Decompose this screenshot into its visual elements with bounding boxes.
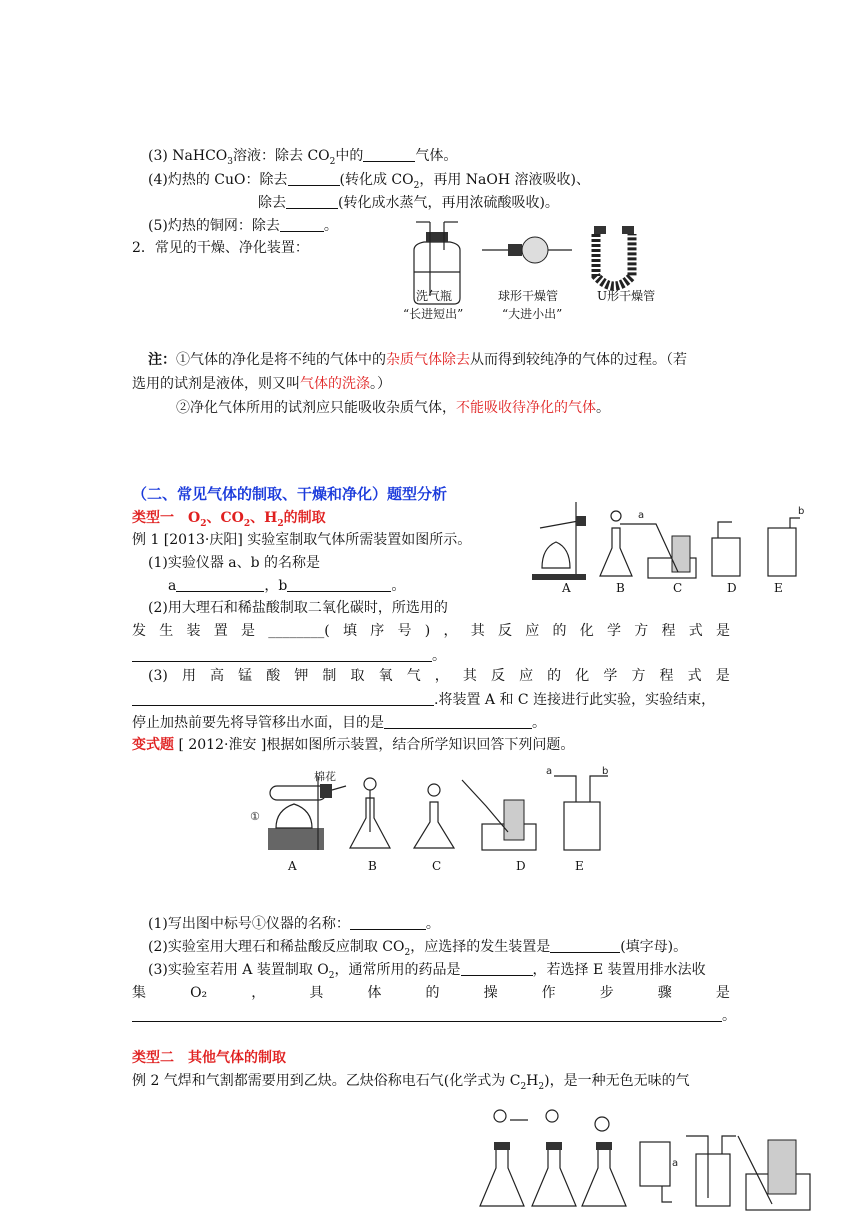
- q1: (1)实验仪器 a、b 的名称是: [148, 555, 321, 571]
- justified-word: 学: [603, 668, 618, 684]
- cuo-line: (4)灼热的 CuO：除去 (转化成 $CO_2$，再用 NaOH 溶液吸收)、: [148, 172, 590, 191]
- fig1-label-c: C: [673, 581, 683, 595]
- q3-justified: [148, 666, 730, 686]
- justified-word: 填: [342, 623, 357, 639]
- copper-line: (5)灼热的铜网：除去 。: [148, 218, 338, 234]
- device-2-name: 球形干燥管: [498, 289, 559, 303]
- example-1: 例 1 [2013·庆阳] 实验室制取气体所需装置如图所示。: [132, 532, 472, 548]
- answer-blank[interactable]: [280, 217, 324, 232]
- device-3-name: U形干燥管: [597, 289, 656, 303]
- justified-word: 是: [715, 623, 730, 639]
- answer-blank[interactable]: [132, 1007, 722, 1022]
- justified-word: 号: [397, 623, 412, 639]
- bottle-e-icon: [768, 518, 800, 576]
- item-2: 2．常见的干燥、净化装置：: [132, 240, 309, 256]
- justified-word: 酸: [266, 668, 281, 684]
- device-2-note: “大进小出”: [502, 307, 563, 321]
- justified-word: 其: [462, 668, 477, 684]
- justified-word: ，: [443, 623, 458, 639]
- justified-word: 锰: [238, 668, 253, 684]
- variant-q3-justified: [132, 983, 730, 1003]
- q2: (2)用大理石和稀盐酸制取二氧化碳时，所选用的: [148, 600, 448, 616]
- answer-blank[interactable]: [132, 647, 432, 662]
- flask-b3-icon: [532, 1110, 576, 1206]
- note-line-2: 选用的试剂是液体，则又叫气体的洗涤。）: [132, 376, 391, 392]
- justified-word: 作: [541, 985, 556, 1001]
- answer-blank[interactable]: [350, 915, 426, 930]
- svg-text:b: b: [602, 766, 609, 777]
- q1-blanks: a ，b 。: [168, 578, 406, 594]
- justified-word: 的: [552, 623, 567, 639]
- fig2-label-d: D: [516, 859, 526, 873]
- justified-word: ________(: [268, 623, 330, 639]
- justified-word: 具: [309, 985, 324, 1001]
- note-line-3: ②净化气体所用的试剂应只能吸收杂质气体，不能吸收待净化的气体。: [176, 400, 610, 416]
- variant-q2: (2)实验室用大理石和稀盐酸反应制取 $CO_2$，应选择的发生装置是 (填字母)。: [148, 939, 688, 958]
- bottle-d3-icon: [640, 1142, 672, 1202]
- justified-word: 操: [483, 985, 498, 1001]
- justified-word: ，: [251, 985, 266, 1001]
- u-drying-tube-icon: [594, 226, 634, 286]
- flask-c3-icon: [582, 1117, 626, 1206]
- justified-word: 体: [367, 985, 382, 1001]
- justified-word: 取: [350, 668, 365, 684]
- svg-text:①: ①: [250, 810, 260, 823]
- fig2-label-a: A: [288, 859, 297, 873]
- svg-text:棉花: 棉花: [314, 770, 336, 783]
- bulb-drying-tube-icon: [482, 237, 572, 263]
- bottle-d-icon: [712, 522, 740, 576]
- justified-word: 式: [688, 623, 703, 639]
- justified-word: 用: [181, 668, 196, 684]
- answer-blank[interactable]: [461, 961, 533, 976]
- justified-word: 应: [519, 668, 534, 684]
- type-one-heading: 类型一 $O_2$、$CO_2$、$H_2$的制取: [132, 510, 326, 529]
- justified-word: 钾: [294, 668, 309, 684]
- justified-word: 高: [210, 668, 225, 684]
- justified-word: 是: [715, 985, 730, 1001]
- fig2-label-c: C: [432, 859, 442, 873]
- flask-a3-icon: [480, 1110, 528, 1206]
- variant-q3-answer: 。: [132, 1006, 736, 1026]
- section-heading: （二、常见气体的制取、干燥和净化）题型分析: [132, 485, 448, 503]
- justified-word: 化: [579, 623, 594, 639]
- justified-word: ): [424, 623, 431, 639]
- justified-word: 程: [661, 623, 676, 639]
- justified-word: 方: [631, 668, 646, 684]
- justified-word: 的: [425, 985, 440, 1001]
- q3-line-2: .将装置 A 和 C 连接进行此实验，实验结束，: [132, 690, 715, 710]
- flask-b-icon: [600, 511, 640, 576]
- fig2-label-e: E: [575, 859, 584, 873]
- answer-blank[interactable]: [287, 577, 391, 592]
- justified-word: 氧: [378, 668, 393, 684]
- justified-word: 其: [470, 623, 485, 639]
- answer-blank[interactable]: [132, 691, 434, 706]
- fig1-label-e: E: [774, 581, 783, 595]
- device-1-name: 洗气瓶: [416, 289, 453, 303]
- note-line-1: 注：①气体的净化是将不纯的气体中的杂质气体除去从而得到较纯净的气体的过程。（若: [148, 352, 687, 368]
- justified-word: 化: [575, 668, 590, 684]
- fig1-label-a: A: [562, 581, 571, 595]
- bottle-e3-icon: [686, 1136, 736, 1206]
- answer-blank[interactable]: [288, 171, 340, 186]
- fig1-label-b: B: [616, 581, 625, 595]
- answer-blank[interactable]: [550, 938, 620, 953]
- justified-word: 程: [659, 668, 674, 684]
- justified-word: 反: [490, 668, 505, 684]
- trough-f3-icon: [738, 1136, 810, 1210]
- nahco3-line: (3) NaHCO$_3$溶液：除去 $CO_2$中的 气体。: [148, 148, 458, 167]
- justified-word: 制: [322, 668, 337, 684]
- svg-text:b: b: [798, 506, 805, 517]
- justified-word: 集: [132, 985, 146, 1001]
- flask-c2-icon: [414, 784, 454, 848]
- svg-text:a: a: [546, 766, 553, 777]
- variant-q1: (1)写出图中标号①仪器的名称： 。: [148, 916, 440, 932]
- justified-word: 的: [547, 668, 562, 684]
- svg-text:a: a: [638, 510, 645, 521]
- justified-word: 气: [406, 668, 421, 684]
- justified-word: O₂: [190, 985, 208, 1001]
- justified-word: 置: [213, 623, 228, 639]
- trough-d2-icon: [462, 780, 536, 850]
- justified-word: 序: [370, 623, 385, 639]
- justified-word: 生: [159, 623, 174, 639]
- water-trough-icon: [640, 524, 696, 578]
- answer-blank[interactable]: [384, 714, 532, 729]
- alcohol-lamp-stand-icon: [532, 502, 586, 580]
- justified-word: 反: [497, 623, 512, 639]
- justified-word: 步: [599, 985, 614, 1001]
- q3-line-3: 停止加热前要先将导管移出水面，目的是 。: [132, 715, 546, 731]
- justified-word: 是: [715, 668, 730, 684]
- justified-word: 装: [186, 623, 201, 639]
- example-2: 例 2 气焊和气割都需要用到乙炔。乙炔俗称电石气(化学式为 $C_2H_2$)，是一种无色无味的气: [132, 1073, 690, 1092]
- justified-word: 应: [525, 623, 540, 639]
- q2-answer-line: 。: [132, 646, 446, 666]
- justified-word: (3): [148, 668, 168, 684]
- cuo-line-2: 除去 (转化成水蒸气，再用浓硫酸吸收)。: [258, 195, 559, 211]
- justified-word: 学: [606, 623, 621, 639]
- variant-question: 变式题 [ 2012·淮安 ]根据如图所示装置，结合所学知识回答下列问题。: [132, 737, 575, 753]
- answer-blank[interactable]: [363, 147, 415, 162]
- flask-b2-icon: [350, 778, 390, 848]
- fig2-label-b: B: [368, 859, 377, 873]
- device-1-note: “长进短出”: [403, 307, 464, 321]
- q2-justified: [132, 621, 730, 641]
- answer-blank[interactable]: [176, 577, 264, 592]
- justified-word: ，: [434, 668, 449, 684]
- heating-test-tube-icon: [268, 776, 346, 850]
- justified-word: 是: [241, 623, 255, 639]
- justified-word: 发: [132, 623, 146, 639]
- justified-word: 式: [687, 668, 702, 684]
- fig1-label-d: D: [727, 581, 737, 595]
- justified-word: 方: [634, 623, 649, 639]
- svg-text:a: a: [672, 1158, 679, 1169]
- apparatus-figure-2: [246, 762, 616, 858]
- type-two-heading: 类型二 其他气体的制取: [132, 1050, 286, 1066]
- apparatus-figure-3: [476, 1106, 816, 1216]
- variant-q3: (3)实验室若用 A 装置制取 $O_2$，通常所用的药品是 ，若选择 E 装置用排水法收: [148, 962, 706, 981]
- answer-blank[interactable]: [286, 194, 338, 209]
- justified-word: 骤: [657, 985, 672, 1001]
- bottle-e2-icon: [554, 776, 608, 850]
